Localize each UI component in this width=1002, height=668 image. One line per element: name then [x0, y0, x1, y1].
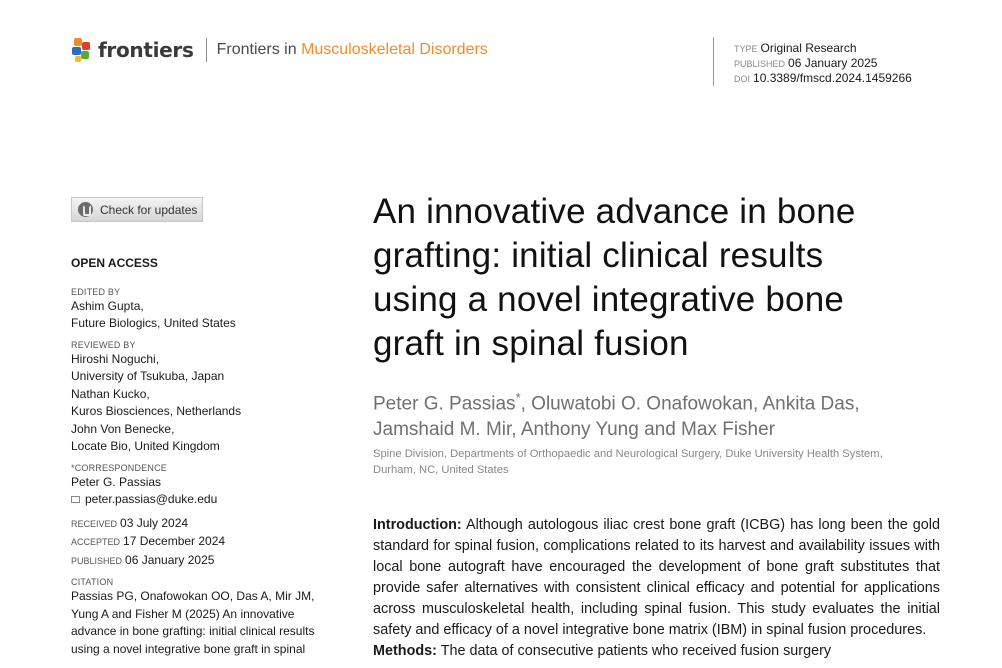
check-updates-label: Check for updates — [100, 202, 198, 217]
author-links[interactable]: Jamshaid M. Mir, Anthony Yung and Max Fisher — [373, 419, 776, 441]
doi-link[interactable]: 10.3389/fmscd.2024.1459266 — [753, 71, 912, 85]
methods-text: The data of consecutive patients who received fusion surgery — [436, 643, 832, 659]
reviewer-affiliation: University of Tsukuba, Japan — [71, 369, 225, 383]
correspondence-name: Peter G. Passias — [71, 474, 162, 489]
reviewer-name: Hiroshi Noguchi, — [71, 351, 160, 366]
introduction-heading: Introduction: — [373, 517, 462, 533]
correspondence-block — [71, 474, 341, 509]
edited-by-list — [71, 298, 341, 333]
frontiers-logo-icon — [71, 37, 93, 63]
brand-name[interactable]: frontiers — [98, 38, 194, 62]
abstract-introduction — [373, 515, 940, 641]
journal-header — [71, 37, 488, 63]
title-line: graft in spinal fusion — [373, 324, 689, 363]
introduction-text: Although autologous iliac crest bone graft (ICBG) has long been the gold standard for spinal fusion, complications related to its harvest and availability issues with local bone autograft have encouraged the development of bone graft substitutes that provide safer alternatives with consistent clinical efficacy and potential for applications across musculoskeletal health, including spinal fusion. This study evaluates the initial safety and efficacy of a novel integrative bone matrix (IBM) in spinal fusion procedures. — [373, 517, 940, 638]
dates-block — [71, 515, 341, 571]
accepted-value: 17 December 2024 — [123, 534, 226, 548]
journal-subject: Musculoskeletal Disorders — [301, 41, 488, 58]
sidebar-published-label: PUBLISHED — [71, 555, 123, 566]
affiliation-line: Spine Division, Departments of Orthopaedic and Neurological Surgery, Duke University Health System, — [373, 448, 883, 460]
header-divider — [206, 38, 207, 62]
citation-label: CITATION — [71, 577, 114, 587]
received-label: RECEIVED — [71, 518, 118, 529]
type-value: Original Research — [760, 41, 857, 55]
correspondence-email-link[interactable]: peter.passias@duke.edu — [85, 492, 218, 506]
methods-heading: Methods: — [373, 643, 437, 659]
abstract — [373, 515, 940, 662]
check-updates-button[interactable] — [71, 197, 203, 222]
accepted-label: ACCEPTED — [71, 537, 121, 547]
received-value: 03 July 2024 — [120, 515, 189, 530]
journal-name[interactable] — [217, 41, 488, 59]
published-label: PUBLISHED — [734, 59, 786, 69]
edited-by-label: EDITED BY — [71, 286, 121, 297]
citation-text — [71, 588, 341, 658]
reviewer-name: Nathan Kucko, — [71, 386, 150, 401]
reviewer-name: John Von Benecke, — [71, 421, 175, 436]
affiliation — [373, 446, 943, 478]
reviewed-by-list — [71, 351, 341, 456]
check-updates-icon — [78, 202, 93, 217]
editor-affiliation: Future Biologics, United States — [71, 316, 236, 330]
title-line: An innovative advance in bone — [373, 192, 856, 231]
citation-line: Passias PG, Onafowokan OO, Das A, Mir JM, — [71, 589, 315, 603]
citation-line: using a novel integrative bone graft in spinal — [71, 641, 306, 656]
title-line: grafting: initial clinical results — [373, 236, 824, 275]
title-line: using a novel integrative bone — [373, 280, 845, 319]
doi-label: DOI — [734, 74, 751, 84]
affiliation-line: Durham, NC, United States — [373, 464, 509, 476]
reviewer-affiliation: Locate Bio, United Kingdom — [71, 439, 220, 453]
sidebar-info — [71, 255, 341, 658]
editor-name: Ashim Gupta, — [71, 298, 144, 313]
reviewer-affiliation: Kuros Biosciences, Netherlands — [71, 404, 242, 418]
author-list — [373, 385, 953, 443]
published-value: 06 January 2025 — [788, 56, 878, 70]
article-title — [373, 190, 953, 366]
reviewed-by-label: REVIEWED BY — [71, 339, 136, 350]
envelope-icon — [71, 496, 80, 503]
correspondence-label: *CORRESPONDENCE — [71, 462, 168, 473]
abstract-methods — [373, 641, 940, 662]
author-links[interactable]: , Oluwatobi O. Onafowokan, Ankita Das, — [520, 393, 860, 415]
corresponding-marker: * — [515, 390, 521, 405]
citation-line: Yung A and Fisher M (2025) An innovative — [71, 606, 295, 621]
type-label: TYPE — [734, 44, 758, 54]
journal-prefix: Frontiers in — [216, 41, 302, 58]
sidebar-published-value: 06 January 2025 — [125, 552, 215, 567]
citation-line: advance in bone grafting: initial clinical results — [71, 624, 315, 638]
article-meta — [713, 37, 912, 86]
author-link[interactable]: Peter G. Passias — [373, 393, 516, 415]
correspondence-email-row — [71, 491, 341, 509]
open-access-label: OPEN ACCESS — [71, 256, 158, 270]
